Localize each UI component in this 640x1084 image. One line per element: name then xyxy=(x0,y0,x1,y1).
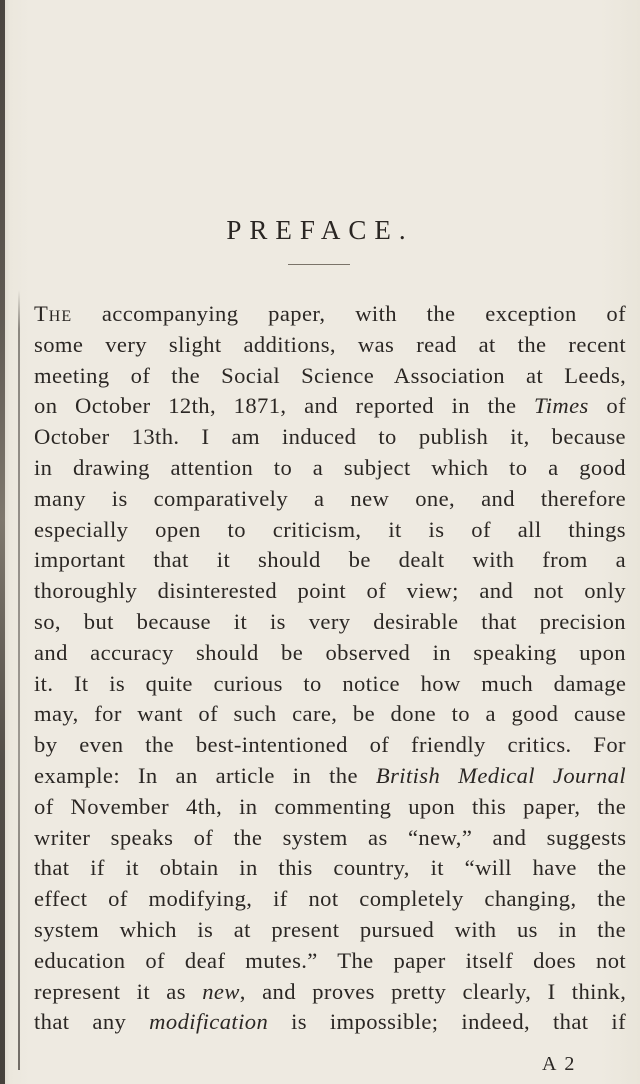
italic-text: British Medical Journal xyxy=(375,762,626,788)
text-line xyxy=(34,946,626,977)
line-text: effect of modifying, if not completely changing, the xyxy=(34,886,626,912)
italic-text: Times xyxy=(534,393,589,419)
text-line xyxy=(34,361,626,392)
text-line xyxy=(34,515,626,546)
line-text: that any xyxy=(34,1009,150,1035)
line-text: October 13th. I am induced to publish it, because xyxy=(34,424,626,450)
text-line xyxy=(34,422,626,453)
line-text: , and proves pretty clearly, I think, xyxy=(239,978,626,1004)
text-line xyxy=(34,299,626,330)
text-line xyxy=(34,915,626,946)
line-text: and accuracy should be observed in speaking upon xyxy=(34,639,626,665)
line-text: many is comparatively a new one, and therefore xyxy=(34,485,626,511)
heading-rule xyxy=(288,264,350,265)
small-caps-text: The xyxy=(34,301,73,326)
italic-text: modification xyxy=(149,1009,269,1035)
text-line xyxy=(34,699,626,730)
line-text: of xyxy=(588,393,626,419)
page-heading: PREFACE. xyxy=(226,215,414,245)
line-text: meeting of the Social Science Association at Leeds, xyxy=(34,362,626,388)
text-line xyxy=(34,330,626,361)
text-line xyxy=(34,823,626,854)
line-text: system which is at present pursued with us in the xyxy=(34,916,626,942)
text-line xyxy=(34,884,626,915)
text-line xyxy=(34,853,626,884)
text-line xyxy=(34,1007,626,1038)
text-line xyxy=(34,761,626,792)
line-text: example: In an article in the xyxy=(34,762,376,788)
text-line xyxy=(34,607,626,638)
text-line xyxy=(34,453,626,484)
line-text: represent it as xyxy=(34,978,203,1004)
line-text: it. It is quite curious to notice how much damage xyxy=(34,670,626,696)
line-text: is impossible; indeed, that if xyxy=(268,1009,626,1035)
line-text: may, for want of such care, be done to a good cause xyxy=(34,701,626,727)
line-text: some very slight additions, was read at the recent xyxy=(34,331,626,357)
line-text: of November 4th, in commenting upon this paper, the xyxy=(34,793,626,819)
signature-mark: A 2 xyxy=(542,1053,577,1075)
text-line xyxy=(34,792,626,823)
text-line xyxy=(34,638,626,669)
line-text: on October 12th, 1871, and reported in the xyxy=(34,393,535,419)
text-line xyxy=(34,977,626,1008)
line-text: that if it obtain in this country, it “will have the xyxy=(34,855,626,881)
preface-body xyxy=(34,299,626,1038)
text-line xyxy=(34,391,626,422)
text-line xyxy=(34,730,626,761)
italic-text: new xyxy=(202,978,240,1004)
line-text: by even the best-intentioned of friendly critics. For xyxy=(34,732,626,758)
line-text: thoroughly disinterested point of view; and not only xyxy=(34,578,626,604)
gutter-shadow xyxy=(0,0,5,1084)
text-line xyxy=(34,484,626,515)
line-text: especially open to criticism, it is of all things xyxy=(34,516,626,542)
line-text: education of deaf mutes.” The paper itself does not xyxy=(34,947,626,973)
line-text: in drawing attention to a subject which to a good xyxy=(34,454,626,480)
line-text: accompanying paper, with the exception of xyxy=(72,301,626,326)
gutter-line xyxy=(18,290,20,1070)
line-text: so, but because it is very desirable that precision xyxy=(34,608,626,634)
line-text: important that it should be dealt with from a xyxy=(34,547,626,573)
text-line xyxy=(34,669,626,700)
text-line xyxy=(34,545,626,576)
line-text: writer speaks of the system as “new,” and suggests xyxy=(34,824,626,850)
text-line xyxy=(34,576,626,607)
